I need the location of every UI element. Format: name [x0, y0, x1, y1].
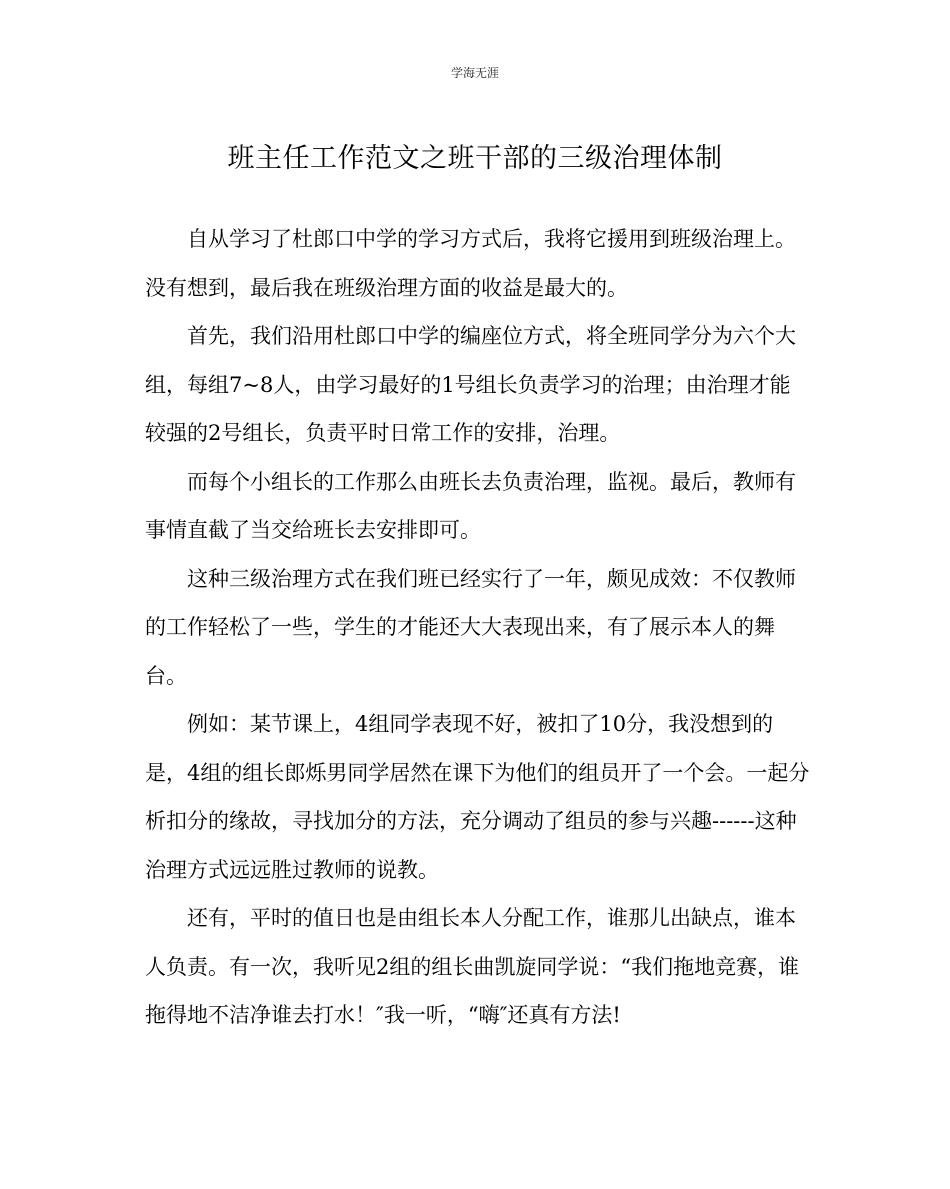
paragraph: 首先，我们沿用杜郎口中学的编座位方式，将全班同学分为六个大组，每组7~8人，由学习最好的1号组长负责学习的治理；由治理才能较强的2号组长，负责平时日常工作的安排，治理。 — [145, 324, 796, 445]
document-body — [145, 215, 810, 1040]
paragraph: 例如：某节课上，4组同学表现不好，被扣了10分，我没想到的是，4组的组长郎烁男同学居然在课下为他们的组员开了一个会。一起分析扣分的缘故，寻找加分的方法，充分调动了组员的参与兴趣------这种治理方式远远胜过教师的说教。 — [145, 712, 810, 882]
paragraph: 而每个小组长的工作那么由班长去负责治理，监视。最后，教师有事情直截了当交给班长去安排即可。 — [145, 469, 796, 542]
paragraph: 这种三级治理方式在我们班已经实行了一年，颇见成效：不仅教师的工作轻松了一些，学生的才能还大大表现出来，有了展示本人的舞台。 — [145, 566, 796, 688]
paragraph: 还有，平时的值日也是由组长本人分配工作，谁那儿出缺点，谁本人负责。有一次，我听见2组的组长曲凯旋同学说：“我们拖地竞赛，谁拖得地不洁净谁去打水！″我一听，“嗨″还真有方法! — [145, 906, 800, 1027]
paragraph: 自从学习了杜郎口中学的学习方式后，我将它援用到班级治理上。没有想到，最后我在班级治理方面的收益是最大的。 — [145, 227, 796, 300]
document-title: 班主任工作范文之班干部的三级治理体制 — [227, 143, 723, 174]
page-header: 学海无涯 — [450, 66, 499, 80]
